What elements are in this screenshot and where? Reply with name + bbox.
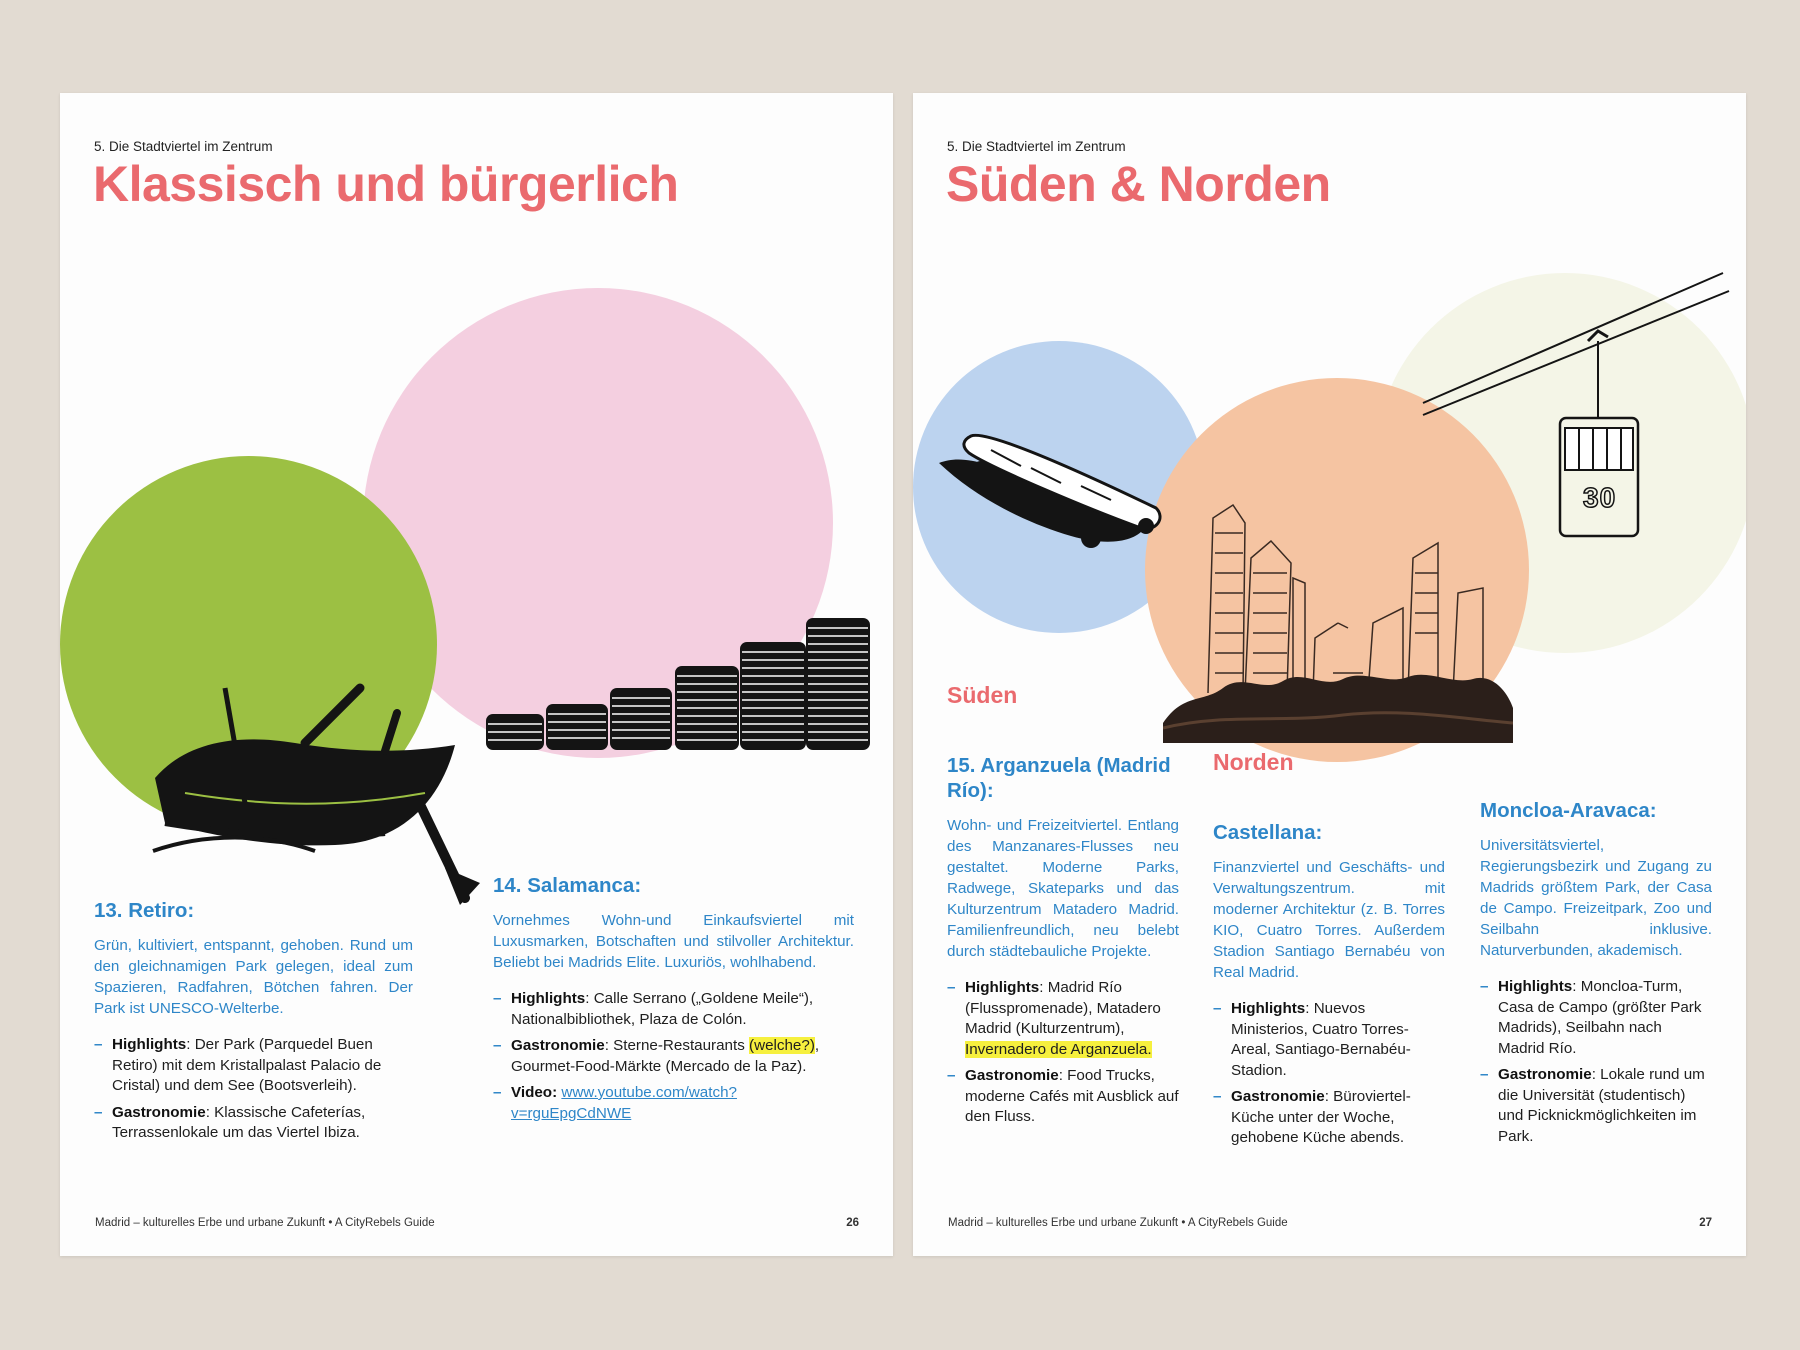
video-link[interactable]: www.youtube.com/watch?v=rguEpgCdNWE [511, 1084, 737, 1122]
bullet-label: Highlights [965, 979, 1040, 996]
bullet-label: Video: [511, 1084, 558, 1101]
retiro-bullets [94, 1035, 413, 1144]
salamanca-heading: 14. Salamanca: [493, 874, 642, 897]
page-title: Klassisch und bürgerlich [93, 156, 679, 212]
salamanca-section [493, 873, 854, 1130]
rowing-boat-illustration [145, 683, 485, 908]
page-footer: Madrid – kulturelles Erbe und urbane Zukunft • A CityRebels Guide [948, 1217, 1288, 1229]
chapter-label: 5. Die Stadtviertel im Zentrum [94, 139, 273, 154]
list-item [1480, 977, 1712, 1059]
bullet-label: Highlights [112, 1036, 187, 1053]
bullet-text: : Madrid Río (Flusspromenade), Matadero Madrid (Kulturzentrum), [965, 979, 1161, 1037]
section-label-sueden: Süden [947, 682, 1018, 708]
page-title: Süden & Norden [946, 156, 1331, 212]
section-label-norden: Norden [1213, 749, 1294, 775]
bullet-label: Gastronomie [112, 1103, 206, 1121]
list-item [493, 989, 854, 1030]
coin-stacks-illustration [480, 518, 880, 758]
page-footer: Madrid – kulturelles Erbe und urbane Zukunft • A CityRebels Guide [95, 1217, 435, 1229]
bullet-text: , Gourmet-Food-Märkte (Mercado de la Paz). [511, 1037, 820, 1075]
moncloa-heading: Moncloa-Aravaca: [1480, 799, 1657, 822]
salamanca-bullets [493, 989, 854, 1124]
page-number: 27 [1699, 1217, 1712, 1229]
bullet-text: : Moncloa-Turm, Casa de Campo (größter Park Madrids), Seilbahn nach Madrid Río. [1498, 978, 1702, 1057]
bullet-text: : Klassische Cafeterías, Terrassenlokale um das Viertel Ibiza. [112, 1103, 366, 1141]
highlighted-text: Invernadero de Arganzuela. [965, 1040, 1152, 1058]
bullet-text: : Calle Serrano („Goldene Meile“), Nationalbibliothek, Plaza de Colón. [511, 990, 814, 1028]
retiro-description: Grün, kultiviert, entspannt, gehoben. Rund um den gleichnamigen Park gelegen, ideal zum Spazieren, Radfahren, Bötchen fahren. Der Park ist UNESCO-Welterbe. [94, 937, 413, 1017]
list-item [1480, 1065, 1712, 1147]
retiro-section [94, 898, 413, 1150]
dash-icon: – [947, 979, 956, 996]
page-left [60, 93, 893, 1256]
bullet-text: : Büroviertel-Küche unter der Woche, gehobene Küche abends. [1231, 1088, 1411, 1146]
dash-icon: – [1480, 1066, 1489, 1083]
bullet-text: : Sterne-Restaurants [604, 1037, 750, 1054]
list-item [493, 1083, 854, 1124]
dash-icon: – [947, 1067, 956, 1084]
page-right [913, 93, 1746, 1256]
list-item [947, 978, 1179, 1060]
dash-icon: – [1480, 978, 1489, 995]
bullet-text: : Der Park (Parquedel Buen Retiro) mit dem Kristallpalast Palacio de Cristal) und dem See (Bootsverleih). [112, 1036, 382, 1094]
page-number: 26 [846, 1217, 859, 1229]
dash-icon: – [94, 1103, 103, 1121]
arganzuela-description: Wohn- und Freizeitviertel. Entlang des Manzanares-Flusses neu gestaltet. Moderne Parks, Radwege, Skateparks und das Kulturzentrum Matadero Madrid. Familienfreundlich, neu belebt durch städtebauliche Projekte. [947, 817, 1179, 960]
bullet-label: Gastronomie [511, 1037, 605, 1054]
moncloa-description: Universitätsviertel, Regierungsbezirk und Zugang zu Madrids größtem Park, der Casa de Campo. Freizeitpark, Zoo und Seilbahn inklusive. Naturverbunden, akademisch. [1480, 837, 1712, 959]
list-item [947, 1066, 1179, 1128]
arganzuela-heading: 15. Arganzuela (Madrid Río): [947, 754, 1171, 802]
list-item [1213, 999, 1445, 1081]
retiro-heading: 13. Retiro: [94, 899, 195, 922]
bullet-label: Gastronomie [1498, 1066, 1592, 1083]
castellana-description: Finanzviertel und Geschäfts- und Verwaltungszentrum. mit moderner Architektur (z. B. Torres KIO, Cuatro Torres. Außerdem Stadion Santiago Bernabéu von Real Madrid. [1213, 859, 1445, 981]
list-item [94, 1035, 413, 1097]
cable-car-number: 30 [1583, 482, 1617, 513]
skateboard-illustration [931, 428, 1171, 568]
chapter-label: 5. Die Stadtviertel im Zentrum [947, 139, 1126, 154]
bullet-text: : Food Trucks, moderne Cafés mit Ausblick auf den Fluss. [965, 1067, 1179, 1125]
list-item [94, 1103, 413, 1144]
cable-car-illustration [1413, 263, 1738, 573]
bullet-label: Highlights [1498, 978, 1573, 995]
bullet-label: Gastronomie [1231, 1088, 1325, 1105]
castellana-section [1213, 820, 1445, 1155]
moncloa-section [1480, 798, 1712, 1153]
arganzuela-section [947, 753, 1179, 1134]
bullet-text: : Lokale rund um die Universität (studentisch) und Picknickmöglichkeiten im Park. [1498, 1066, 1705, 1145]
bullet-label: Highlights [1231, 1000, 1306, 1017]
dash-icon: – [1213, 1000, 1222, 1017]
highlighted-note: (welche?) [749, 1037, 815, 1054]
dash-icon: – [493, 990, 502, 1007]
arganzuela-bullets [947, 978, 1179, 1128]
castellana-bullets [1213, 999, 1445, 1149]
list-item [493, 1036, 854, 1077]
bullet-label: Gastronomie [965, 1067, 1059, 1084]
castellana-heading: Castellana: [1213, 821, 1323, 844]
salamanca-description: Vornehmes Wohn-und Einkaufsviertel mit Luxusmarken, Botschaften und stilvoller Architektur. Beliebt bei Madrids Elite. Luxuriös, wohlhabend. [493, 912, 854, 971]
bullet-text: : Nuevos Ministerios, Cuatro Torres-Areal, Santiago-Bernabéu-Stadion. [1231, 1000, 1411, 1079]
list-item [1213, 1087, 1445, 1149]
bullet-label: Highlights [511, 990, 586, 1007]
moncloa-bullets [1480, 977, 1712, 1147]
dash-icon: – [1213, 1088, 1222, 1105]
dash-icon: – [94, 1036, 103, 1053]
dash-icon: – [493, 1084, 502, 1101]
dash-icon: – [493, 1037, 502, 1054]
